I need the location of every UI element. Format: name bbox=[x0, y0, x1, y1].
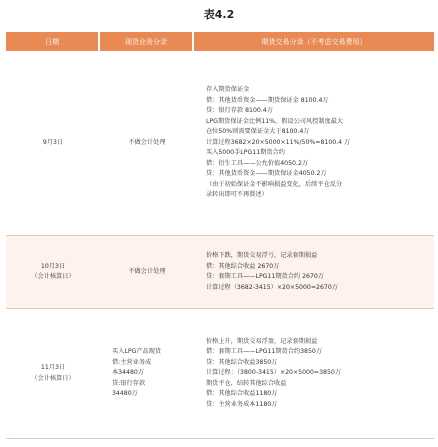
date-text: 9月3日 bbox=[42, 138, 64, 146]
futures-entry-cell bbox=[194, 236, 434, 309]
futures-entry-cell bbox=[194, 309, 434, 439]
futures-entry-line: 价格上升，期货交易浮盈，记录套期损益 bbox=[206, 337, 318, 345]
table-row bbox=[6, 51, 434, 236]
spot-entry-line: 贷:银行存款 bbox=[112, 379, 146, 387]
spot-entry-cell bbox=[100, 309, 194, 439]
spot-entry-line: 34480万 bbox=[112, 390, 138, 398]
header-futures-entries: 期货交易分录（不考虑交易费用） bbox=[194, 32, 434, 51]
header-date: 日期 bbox=[6, 32, 100, 51]
date-cell bbox=[6, 309, 100, 439]
spot-entry-line: 借:主营业务成 bbox=[112, 358, 152, 366]
futures-entry-line: 借：套期工具——LPG11期货合约3850万 bbox=[206, 348, 323, 356]
futures-entry-line: 仓位50%则需要保证金大于8100.4万 bbox=[206, 128, 310, 136]
futures-entry-line: 借：其他货币资金——期货保证金 8100.4万 bbox=[206, 96, 329, 104]
table-row bbox=[6, 309, 434, 439]
futures-entry-line: 借：其他综合收益 2670万 bbox=[206, 262, 280, 270]
spot-entry-line: 不做会计处理 bbox=[128, 138, 166, 146]
futures-entry-line: （由于初始保证金不影响损益变化，后续平仓反分 bbox=[206, 180, 343, 188]
futures-entry-line: 贷：其他综合收益3850万 bbox=[206, 358, 278, 366]
futures-entry-cell bbox=[194, 51, 434, 236]
futures-entry-line: 期货平仓，结转其他综合收益 bbox=[206, 379, 287, 387]
futures-entry-line: 计算过程3682×20×5000×11%/50%=8100.4 万 bbox=[206, 138, 351, 146]
date-note: （会计核算日） bbox=[31, 273, 75, 280]
spot-entry-line: 本34480万 bbox=[112, 369, 145, 377]
futures-entry-line: 价格下跌，期货交易浮亏，记录套期损益 bbox=[206, 252, 318, 259]
futures-entry-line: LPG期货保证金比例11%，假设公司风控制度最大 bbox=[206, 117, 344, 125]
spot-entry-line: 不做会计处理 bbox=[128, 267, 166, 275]
date-note: （会计核算日） bbox=[31, 374, 75, 382]
futures-entry-line: 贷：套期工具——LPG11期货合约 2670万 bbox=[206, 273, 324, 280]
date-cell bbox=[6, 236, 100, 309]
table-title: 表4.2 bbox=[203, 8, 235, 21]
futures-entry-line: 计算过程：（3800-3415）×20×5000=3850万 bbox=[206, 369, 342, 377]
futures-entry-line: 贷：其他货币资金——期货保证金4050.2万 bbox=[206, 170, 327, 178]
date-text: 11月3日 bbox=[40, 364, 66, 371]
accounting-table bbox=[6, 32, 434, 439]
spot-entry-cell bbox=[100, 51, 194, 236]
futures-entry-line: 录转出即可不再赘述） bbox=[206, 191, 268, 199]
date-text: 10月3日 bbox=[40, 262, 66, 270]
futures-entry-line: 借：衍生工具——公允价值4050.2万 bbox=[206, 159, 309, 167]
futures-entry-line: 借：其他综合收益1180万 bbox=[206, 390, 278, 398]
futures-entry-line: 贷：银行存款 8100.4万 bbox=[206, 107, 273, 115]
futures-entry-line: 计算过程（3682-3415）×20×5000=2670万 bbox=[206, 283, 338, 291]
futures-entry-line: 贷：主营业务成本1180万 bbox=[206, 400, 278, 408]
futures-entry-line: 存入期货保证金 bbox=[206, 86, 250, 94]
header-spot-entries: 现货业务分录 bbox=[100, 32, 194, 51]
spot-entry-line: 买入LPG产品现货 bbox=[112, 348, 162, 356]
date-cell bbox=[6, 51, 100, 236]
spot-entry-cell bbox=[100, 236, 194, 309]
futures-entry-line: 买入5000手LPG11期货合约 bbox=[206, 149, 285, 157]
table-row bbox=[6, 236, 434, 309]
table-header-row bbox=[6, 32, 434, 51]
